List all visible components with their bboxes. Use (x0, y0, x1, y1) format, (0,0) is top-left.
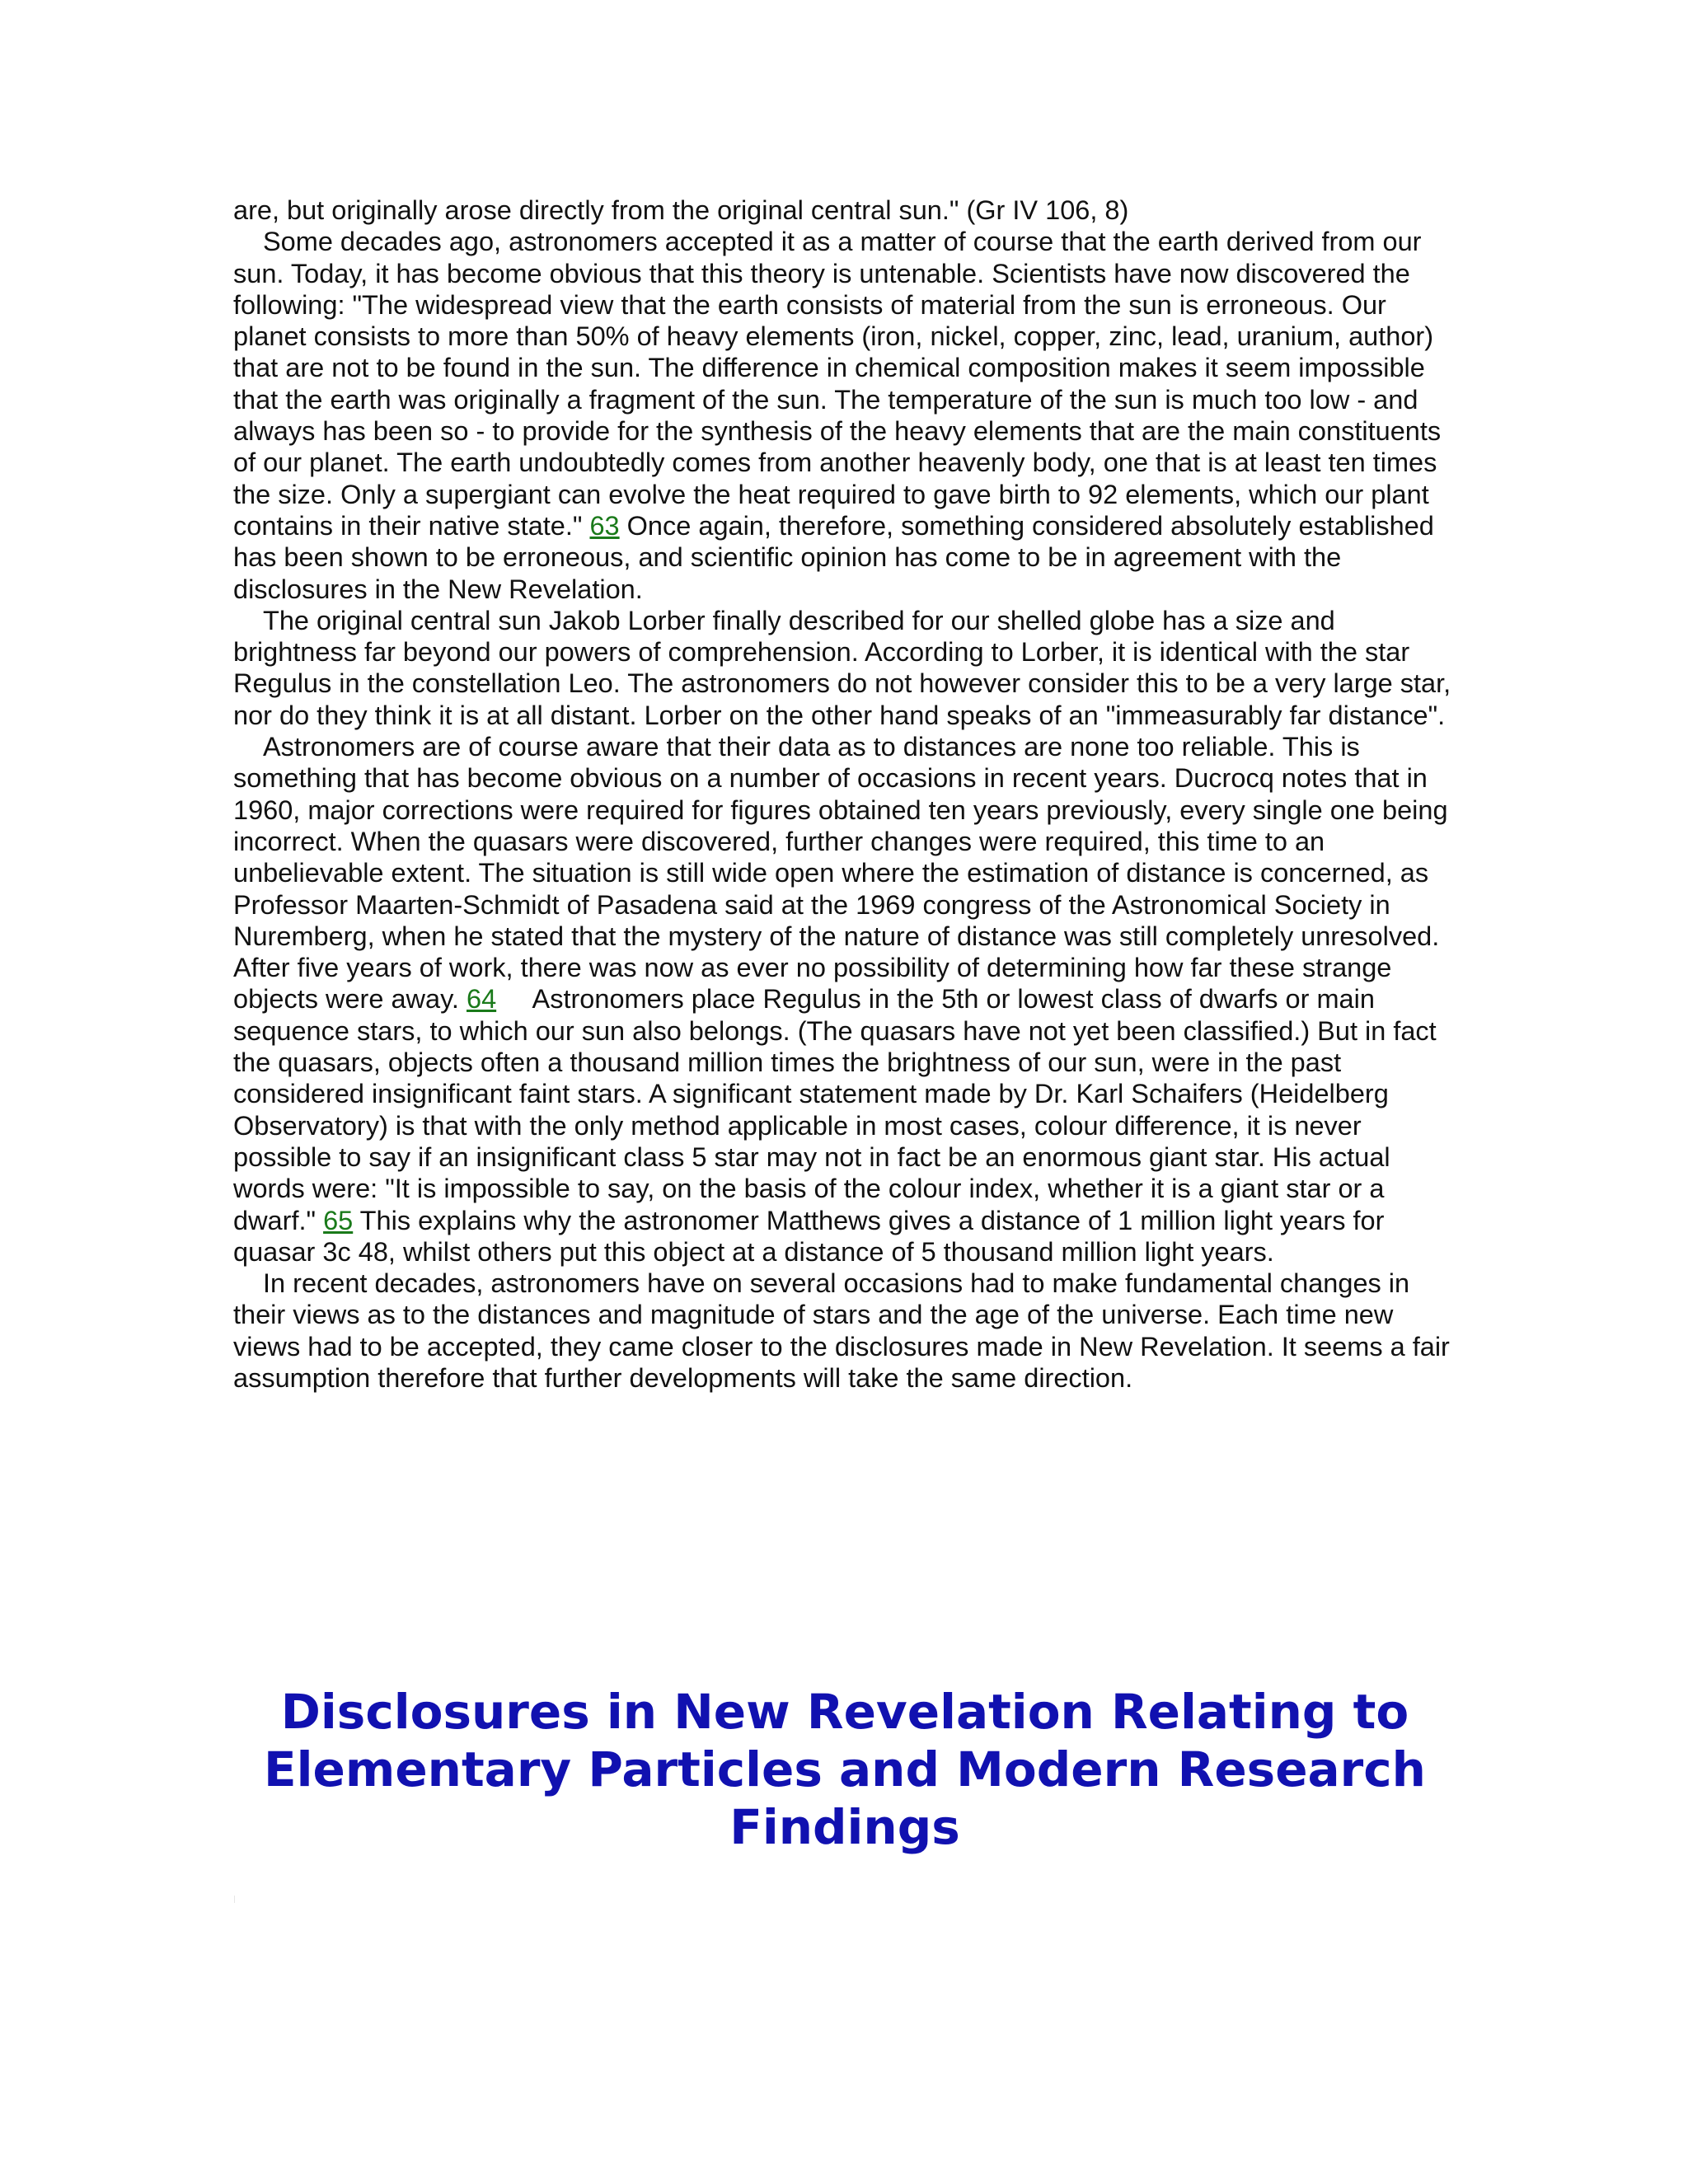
body-text (233, 194, 1461, 1394)
paragraph-3-text: The original central sun Jakob Lorber finally described for our shelled globe has a size and brightness far beyond our powers of comprehension. According to Lorber, it is identical with the star Regulus in the constellation Leo. The astronomers do not however consider this to be a very large star, nor do they think it is at all distant. Lorber on the other hand speaks of an "immeasurably far distance". (233, 605, 1451, 730)
paragraph-2 (233, 226, 1461, 605)
footnote-link-65[interactable]: 65 (323, 1205, 354, 1235)
paragraph-1-text: are, but originally arose directly from the original central sun." (Gr IV 106, 8) (233, 195, 1129, 225)
paragraph-4-text-after: This explains why the astronomer Matthews gives a distance of 1 million light years for quasar 3c 48, whilst others put this object at a distance of 5 thousand million light years. (233, 1205, 1385, 1267)
paragraph-5-text: In recent decades, astronomers have on several occasions had to make fundamental changes in their views as to the distances and magnitude of stars and the age of the universe. Each time new views had to be accepted, they came closer to the disclosures made in New Revelation. It seems a fair assumption therefore that further developments will take the same direction. (233, 1268, 1450, 1393)
paragraph-3 (233, 605, 1461, 731)
paragraph-4-text-middle: Astronomers place Regulus in the 5th or lowest class of dwarfs or main sequence stars, to which our sun also belongs. (The quasars have not yet been classified.) But in fact the quasars, objects often a thousand million times the brightness of our sun, were in the past considered insignificant faint stars. A significant statement made by Dr. Karl Schaifers (Heidelberg Observatory) is that with the only method applicable in most cases, colour difference, it is never possible to say if an insignificant class 5 star may not in fact be an enormous giant star. His actual words were: "It is impossible to say, on the basis of the colour index, whether it is a giant star or a dwarf." (233, 984, 1444, 1235)
paragraph-2-text-after: Once again, therefore, something considered absolutely established has been shown to be erroneous, and scientific opinion has come to be in agreement with the disclosures in the New Revelation. (233, 510, 1434, 604)
paragraph-4-text-before: Astronomers are of course aware that their data as to distances are none too reliable. This is something that has become obvious on a number of occasions in recent years. Ducrocq notes that in 1960, major corrections were required for figures obtained ten years previously, every single one being incorrect. When the quasars were discovered, further changes were required, this time to an unbelievable extent. The situation is still wide open where the estimation of distance is concerned, as Professor Maarten-Schmidt of Pasadena said at the 1969 congress of the Astronomical Society in Nuremberg, when he stated that the mystery of the nature of distance was still completely unresolved. After five years of work, there was now as ever no possibility of determining how far these strange objects were away. (233, 732, 1448, 1015)
paragraph-2-text-before: Some decades ago, astronomers accepted it as a matter of course that the earth derived from our sun. Today, it has become obvious that this theory is untenable. Scientists have now discovered the following: "The widespread view that the earth consists of material from the sun is erroneous. Our planet consists to more than 50% of heavy elements (iron, nickel, copper, zinc, lead, uranium, author) that are not to be found in the sun. The difference in chemical composition makes it seem impossible that the earth was originally a fragment of the sun. The temperature of the sun is much too low - and always has been so - to provide for the synthesis of the heavy elements that are the main constituents of our planet. The earth undoubtedly comes from another heavenly body, one that is at least ten times the size. Only a supergiant can evolve the heat required to gave birth to 92 elements, which our plant contains in their native state." (233, 227, 1442, 541)
paragraph-1 (233, 194, 1461, 226)
paragraph-4 (233, 731, 1461, 1268)
footnote-link-63[interactable]: 63 (589, 510, 620, 541)
footnote-link-64[interactable]: 64 (467, 984, 497, 1015)
paragraph-5 (233, 1268, 1461, 1394)
faint-mark (234, 1896, 235, 1903)
section-heading: Disclosures in New Revelation Relating to Elementary Particles and Modern Research Findings (264, 1684, 1426, 1855)
